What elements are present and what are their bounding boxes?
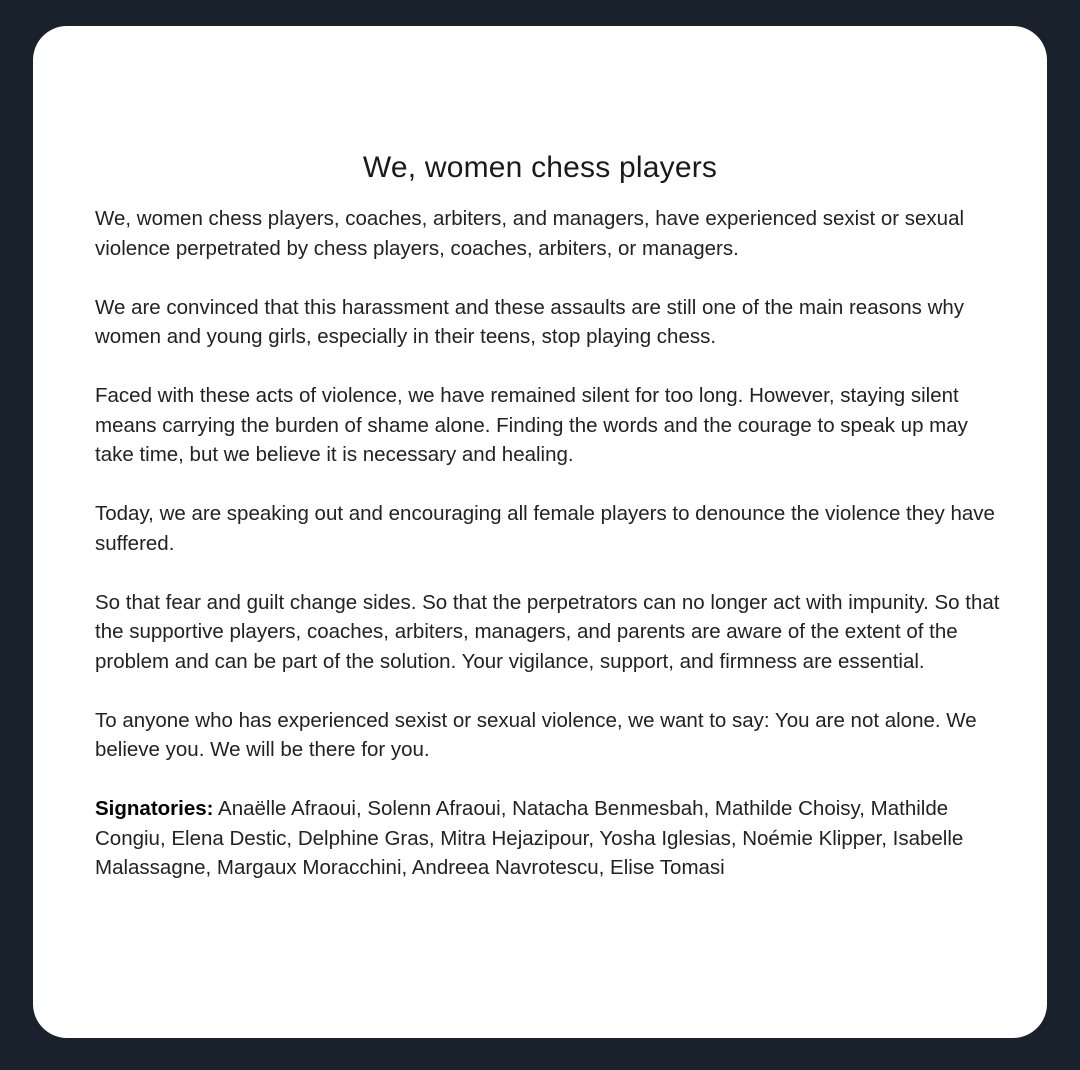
- paragraph-5: So that fear and guilt change sides. So that the perpetrators can no longer act with impunity. So that the supportive players, coaches, arbiters, managers, and parents are aware of the extent of the problem and can be part of the solution. Your vigilance, support, and firmness are essential.: [95, 590, 1000, 673]
- signatories-list: Anaëlle Afraoui, Solenn Afraoui, Natacha Benmesbah, Mathilde Choisy, Mathilde Congiu, Elena Destic, Delphine Gras, Mitra Hejazipour, Yosha Iglesias, Noémie Klipper, Isabelle Malassagne, Margaux Moracchini, Andreea Navrotescu, Elise Tomasi: [95, 797, 964, 879]
- paragraph-3: Faced with these acts of violence, we have remained silent for too long. However, staying silent means carrying the burden of shame alone. Finding the words and the courage to speak up may take time, but we believe it is necessary and healing.: [95, 384, 968, 466]
- document-title: We, women chess players: [362, 151, 718, 184]
- signatories-paragraph: [95, 794, 1007, 883]
- paragraph-4: Today, we are speaking out and encouraging all female players to denounce the violence they have suffered.: [95, 502, 995, 555]
- paragraph-6: To anyone who has experienced sexist or sexual violence, we want to say: You are not alone. We believe you. We will be there for you.: [95, 708, 977, 761]
- signatories-label: Signatories:: [95, 797, 214, 820]
- paragraph-2: We are convinced that this harassment and these assaults are still one of the main reasons why women and young girls, especially in their teens, stop playing chess.: [95, 295, 965, 348]
- letter-card: [33, 26, 1047, 1038]
- paragraph-1: We, women chess players, coaches, arbiters, and managers, have experienced sexist or sexual violence perpetrated by chess players, coaches, arbiters, or managers.: [95, 207, 965, 260]
- letter-body: [95, 204, 1007, 883]
